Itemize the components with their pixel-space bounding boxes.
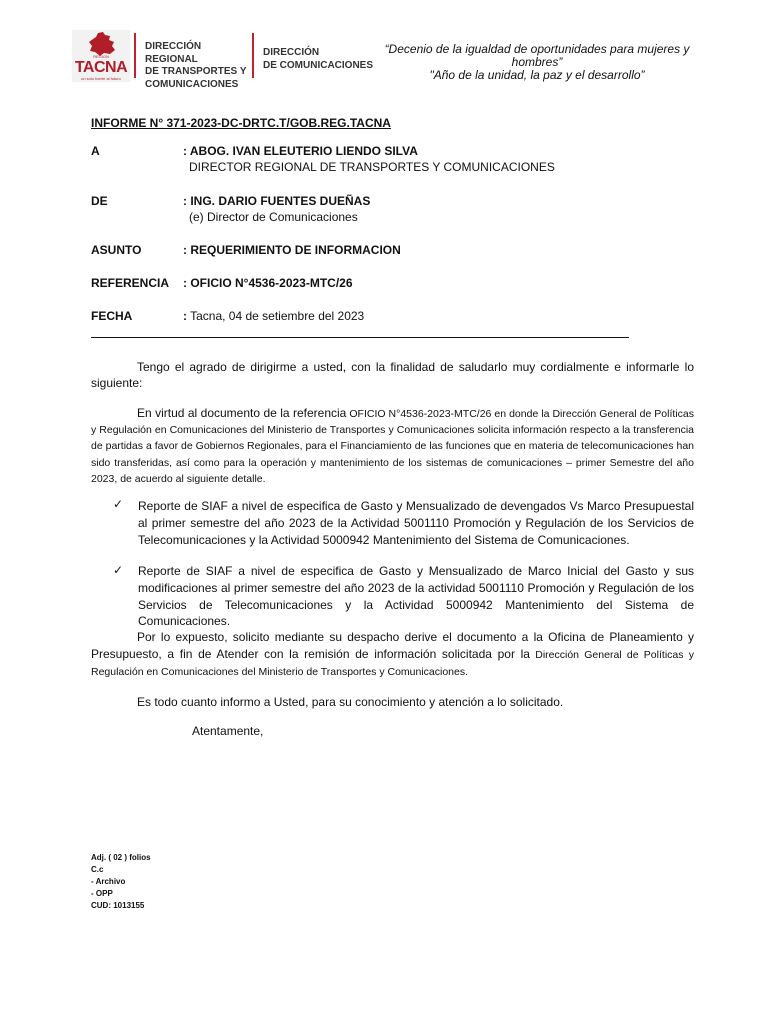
field-label-fecha: FECHA (91, 309, 133, 323)
field-value-de: : ING. DARIO FUENTES DUEÑAS (183, 194, 371, 208)
check-icon: ✓ (113, 563, 124, 577)
field-label-referencia: REFERENCIA (91, 276, 170, 290)
header-separator-line (91, 337, 629, 338)
header-motto: “Decenio de la igualdad de oportunidades para mujeres y hombres” "Año de la unidad, la paz y el desarrollo” (384, 42, 690, 82)
footer-notes (91, 852, 151, 912)
paragraph-closing-statement: Es todo cuanto informo a Usted, para su conocimiento y atención a lo solicitado. (137, 695, 564, 709)
footer-line: CUD: 1013155 (91, 901, 145, 910)
logo-word: TACNA (74, 59, 128, 76)
field-label-a: A (91, 144, 100, 158)
field-value-de-title: (e) Director de Comunicaciones (189, 210, 358, 224)
org-name-comunicaciones: DIRECCIÓN DE COMUNICACIONES (263, 47, 374, 71)
list-item: Reporte de SIAF a nivel de especifica de Gasto y Mensualizado de devengados Vs Marco Presupuestal al primer semestre del año 2023 de la Actividad 5001110 Promoción y Regulación de los Servicios de Telecomunicaciones y la Actividad 5000942 Mantenimiento del Sistema de Comunicaciones. (138, 499, 694, 547)
header-divider (134, 33, 136, 78)
logo-region-label: REGION (93, 54, 109, 59)
logo-tagline: un solo fuerte al futuro (81, 76, 121, 81)
document-title: INFORME N° 371-2023-DC-DRTC.T/GOB.REG.TACNA (91, 116, 391, 130)
field-value-a-title: DIRECTOR REGIONAL DE TRANSPORTES Y COMUNICACIONES (189, 160, 555, 174)
check-icon: ✓ (113, 497, 124, 511)
header-divider (252, 33, 254, 78)
field-label-de: DE (91, 194, 108, 208)
footer-line: - OPP (91, 889, 113, 898)
paragraph-greeting: Tengo el agrado de dirigirme a usted, con la finalidad de saludarlo muy cordialmente e informarle lo siguiente: (91, 360, 694, 390)
field-value-referencia: : OFICIO N°4536-2023-MTC/26 (183, 276, 353, 290)
field-label-asunto: ASUNTO (91, 243, 142, 257)
footer-line: Adj. ( 02 ) folios (91, 853, 151, 862)
closing-salutation: Atentamente, (192, 724, 264, 738)
tacna-logo (72, 30, 130, 82)
paragraph-request: Por lo expuesto, solicito mediante su despacho derive el documento a la Oficina de Planeamiento y Presupuesto, a fin de Atender con la remisión de información solicitada por la Dirección General de Políticas y Regulación en Comunicaciones del Ministerio de Transportes y Comunicaciones. (91, 630, 694, 678)
field-value-asunto: : REQUERIMIENTO DE INFORMACION (183, 243, 401, 257)
paragraph-reference: En virtud al documento de la referencia OFICIO N°4536-2023-MTC/26 en donde la Dirección General de Políticas y Regulación en Comunicaciones del Ministerio de Transportes y Comunicaciones solicita información respecto a la transferencia de partidas a favor de Gobiernos Regionales, para el Financiamiento de las funciones que en materia de telecomunicaciones han sido transferidas, así como para la operación y mantenimiento de los sistemas de comunicaciones – primer Semestre del año 2023, de acuerdo al siguiente detalle. (91, 406, 694, 485)
footer-line: - Archivo (91, 877, 126, 886)
region-map-icon (88, 32, 116, 56)
org-name-regional: DIRECCIÓN REGIONAL DE TRANSPORTES Y COMUNICACIONES (145, 41, 247, 90)
field-value-fecha: : Tacna, 04 de setiembre del 2023 (183, 309, 365, 323)
list-item: Reporte de SIAF a nivel de especifica de Gasto y Mensualizado de Marco Inicial del Gasto y sus modificaciones al primer semestre del año 2023 de la actividad 5001110 Promoción y Regulación de los Servicios de Telecomunicaciones y la Actividad 5000942 Mantenimiento del Sistema de Comunicaciones. (138, 564, 694, 629)
field-value-a: : ABOG. IVAN ELEUTERIO LIENDO SILVA (183, 144, 418, 158)
footer-line: C.c (91, 865, 104, 874)
